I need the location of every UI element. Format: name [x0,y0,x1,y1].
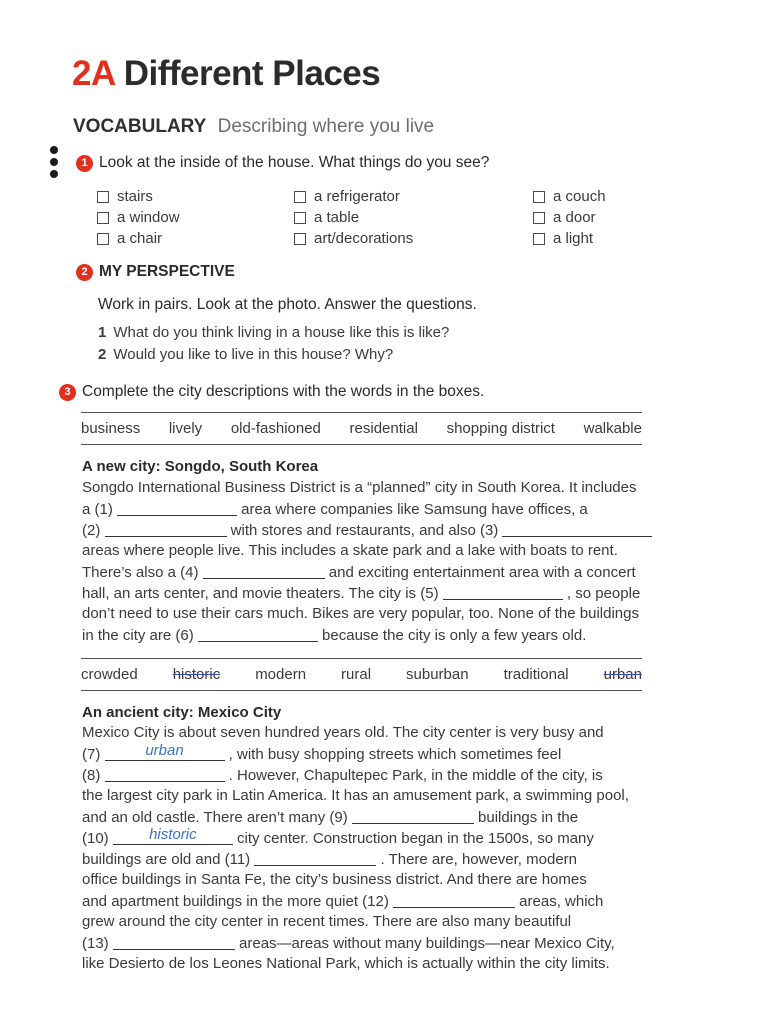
text-fragment: and apartment buildings in the more quiet (12) [82,893,394,910]
checklist-item[interactable] [294,186,413,207]
checkbox[interactable] [533,191,545,203]
text-line [82,521,662,542]
word-box-word: shopping district [446,420,555,437]
answer-blank[interactable] [443,584,563,600]
handwritten-answer: historic [149,826,197,843]
checklist-column [294,186,413,249]
checklist-label: art/decorations [314,230,414,247]
checkbox[interactable] [533,212,545,224]
question-1-text: Look at the inside of the house. What things do you see? [99,154,490,171]
checklist-column [97,186,180,249]
answer-blank[interactable] [105,521,227,537]
vocabulary-heading [73,116,434,138]
text-fragment: areas, which [515,893,604,910]
text-fragment: buildings in the [473,809,579,826]
text-fragment: and an old castle. There aren’t many (9) [82,809,352,826]
checkbox[interactable] [533,233,545,245]
answer-blank[interactable] [105,742,225,761]
text-fragment: , with busy shopping streets which sometimes feel [224,746,562,763]
sub-question-text: Would you like to live in this house? Why? [113,346,394,363]
word-box-word: old-fashioned [230,420,321,437]
answer-blank[interactable] [393,892,515,908]
checklist-item[interactable] [97,186,180,207]
word-box-word: historic [172,666,221,683]
answer-blank[interactable] [502,521,652,537]
sub-question [98,324,449,341]
text-fragment: (2) [82,522,105,539]
text-fragment: . There are, however, modern [376,851,578,868]
answer-blank[interactable] [254,850,376,866]
checklist-item[interactable] [97,228,180,249]
text-fragment: with stores and restaurants, and also (3) [226,522,503,539]
text-line: don’t need to use their cars much. Bikes are very popular, too. None of the buildings [82,605,639,622]
checklist-item[interactable] [533,207,606,228]
checklist-label: a chair [117,230,163,247]
text-fragment: and exciting entertainment area with a concert [324,564,636,581]
word-box-1 [81,412,642,445]
sub-question-number: 1 [98,324,107,341]
vocabulary-label: VOCABULARY [73,116,207,137]
answer-blank[interactable] [113,826,233,845]
text-fragment: (13) [82,935,113,952]
text-line: areas where people live. This includes a skate park and a lake with boats to rent. [82,542,618,559]
word-box-word: walkable [583,420,642,437]
checklist-label: a couch [553,188,606,205]
checkbox[interactable] [97,212,109,224]
checklist-item[interactable] [294,228,413,249]
text-fragment: city center. Construction began in the 1500s, so many [232,830,594,847]
text-line [82,766,662,787]
checklist-label: a table [314,209,360,226]
text-line [82,500,662,521]
checklist-label: stairs [117,188,153,205]
text-line [82,892,662,913]
text-fragment: areas—areas without many buildings—near Mexico City, [234,935,615,952]
word-box-word: lively [168,420,203,437]
text-fragment: in the city are (6) [82,627,198,644]
question-2-title: MY PERSPECTIVE [99,263,235,280]
text-fragment: There’s also a (4) [82,564,203,581]
word-box-word: business [81,420,141,437]
checklist-item[interactable] [97,207,180,228]
sub-question-number: 2 [98,346,107,363]
text-line [82,742,662,766]
text-line [82,626,662,647]
word-box-word: traditional [503,666,569,683]
text-line [82,826,662,850]
question-number-badge: 2 [76,264,93,281]
word-box-2 [81,658,642,691]
word-box-word: residential [349,420,418,437]
question-1 [76,154,489,172]
text-fragment: area where companies like Samsung have offices, a [237,501,588,518]
sub-question-text: What do you think living in a house like this is like? [113,324,450,341]
checklist-item[interactable] [533,186,606,207]
text-fragment: buildings are old and (11) [82,851,255,868]
unit-code: 2A [72,54,115,93]
text-fragment: , so people [562,585,641,602]
text-line: Mexico City is about seven hundred years old. The city center is very busy and [82,724,604,741]
checkbox[interactable] [294,212,306,224]
text-line: like Desierto de los Leones National Park, which is actually within the city limits. [82,955,610,972]
text-line: grew around the city center in recent times. There are also many beautiful [82,913,572,930]
answer-blank[interactable] [105,766,225,782]
checklist-label: a door [553,209,596,226]
answer-blank[interactable] [198,626,318,642]
text-fragment: (8) [82,767,105,784]
text-line [82,584,662,605]
question-3-text: Complete the city descriptions with the words in the boxes. [82,383,485,400]
handwritten-answer: urban [145,742,184,759]
question-number-badge: 3 [59,384,76,401]
text-fragment: because the city is only a few years old. [317,627,587,644]
checklist-label: a refrigerator [314,188,400,205]
answer-blank[interactable] [117,500,237,516]
text-line [82,563,662,584]
text-line: the largest city park in Latin America. It has an amusement park, a swimming pool, [82,787,629,804]
checkbox[interactable] [97,191,109,203]
text-fragment: (10) [82,830,113,847]
checkbox[interactable] [97,233,109,245]
text-fragment: . However, Chapultepec Park, in the middle of the city, is [224,767,603,784]
word-box-word: suburban [406,666,469,683]
unit-title: Different Places [123,54,381,93]
checkbox[interactable] [294,191,306,203]
word-box-word: modern [255,666,307,683]
text-line: Songdo International Business District is a “planned” city in South Korea. It includes [82,479,637,496]
word-box-word: crowded [81,666,138,683]
page-title [72,54,380,94]
section-2-text [82,724,662,976]
answer-blank[interactable] [113,934,235,950]
answer-blank[interactable] [203,563,325,579]
text-fragment: a (1) [82,501,118,518]
checklist-item[interactable] [294,207,413,228]
answer-blank[interactable] [352,808,474,824]
text-fragment: (7) [82,746,105,763]
section-1-text [82,479,662,647]
checklist-label: a light [553,230,594,247]
checklist-label: a window [117,209,180,226]
text-line [82,934,662,955]
checklist-item[interactable] [533,228,606,249]
vocabulary-subtitle: Describing where you live [217,116,435,137]
question-2 [76,263,235,281]
text-line: office buildings in Santa Fe, the city’s business district. And there are homes [82,871,587,888]
word-box-word: urban [603,666,642,683]
checklist-column [533,186,606,249]
checkbox[interactable] [294,233,306,245]
menu-dots-icon[interactable] [49,146,59,180]
text-line [82,850,662,871]
section-1-title: A new city: Songdo, South Korea [82,458,319,475]
sub-question [98,346,393,363]
question-number-badge: 1 [76,155,93,172]
text-fragment: hall, an arts center, and movie theaters. The city is (5) [82,585,443,602]
question-3 [59,383,484,401]
word-box-word: rural [341,666,372,683]
question-2-instruction: Work in pairs. Look at the photo. Answer the questions. [98,296,477,313]
section-2-title: An ancient city: Mexico City [82,704,282,721]
